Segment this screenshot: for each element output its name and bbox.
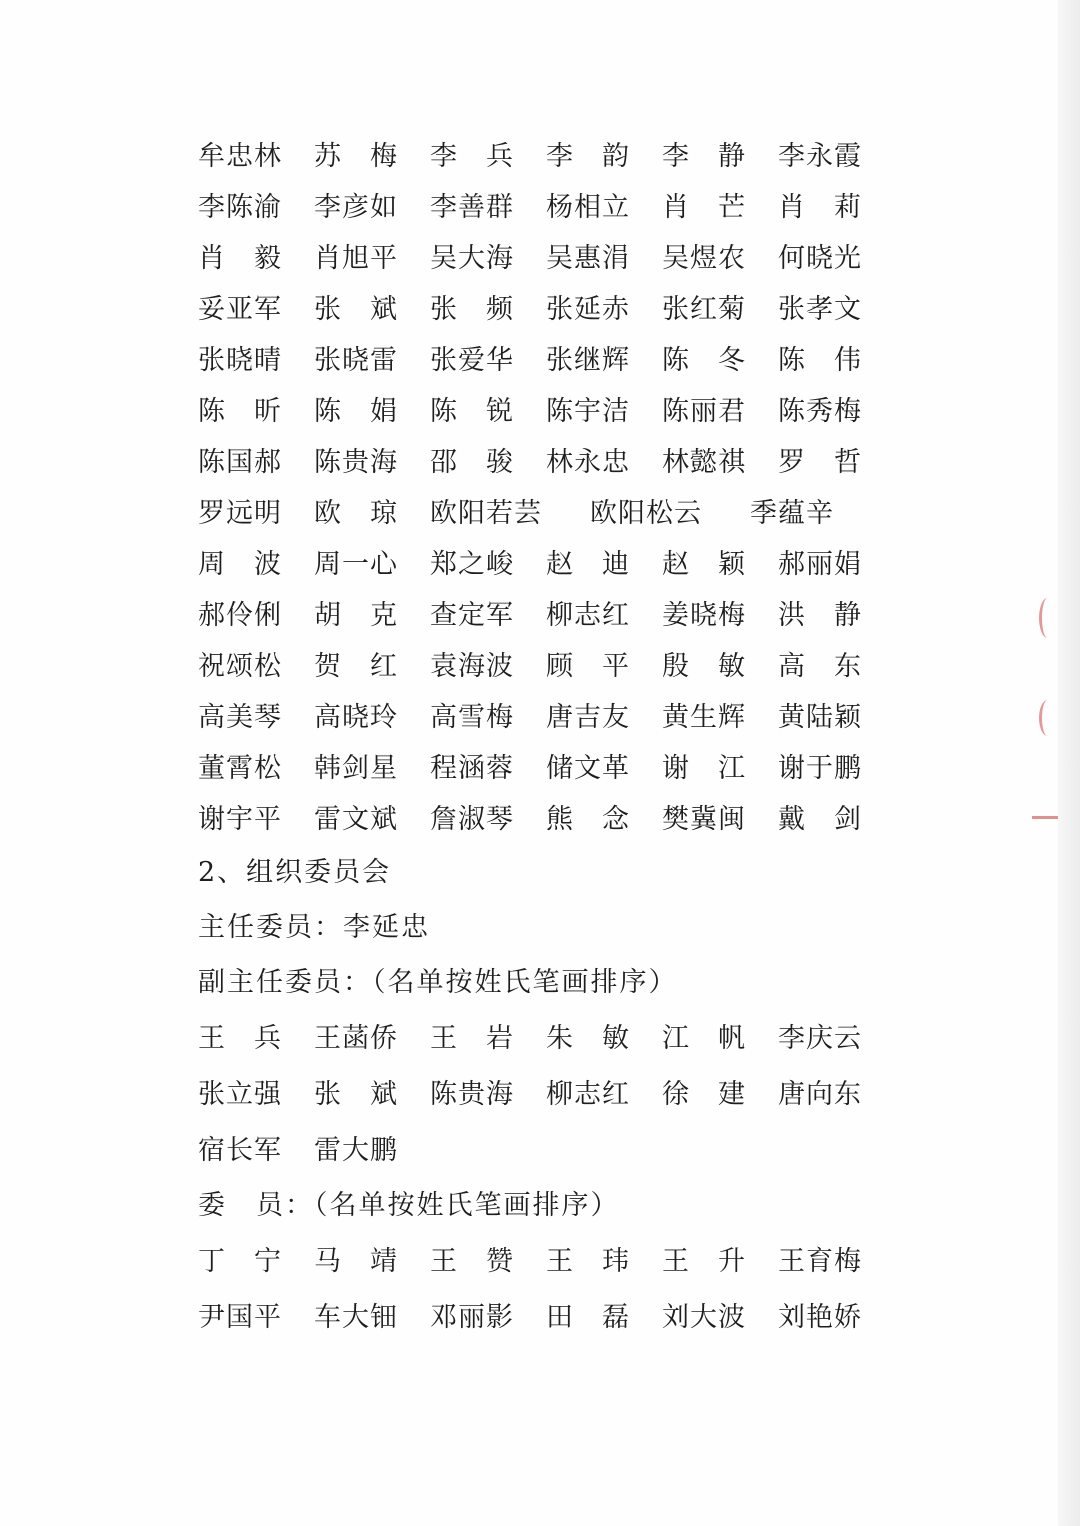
name-row (198, 1119, 878, 1175)
person-name: 罗 哲 (778, 447, 862, 478)
name-row (198, 1063, 878, 1119)
person-name: 王 赞 (430, 1245, 514, 1277)
person-name: 肖旭平 (314, 243, 398, 274)
person-name: 唐向东 (778, 1078, 862, 1110)
person-name: 陈贵海 (314, 447, 398, 478)
member-list (198, 128, 878, 842)
person-name: 谢于鹏 (778, 753, 862, 784)
person-name: 李 韵 (546, 141, 630, 172)
person-name: 赵 颖 (662, 549, 746, 580)
person-name: 唐吉友 (546, 702, 630, 733)
person-name: 李善群 (430, 192, 514, 223)
name-row (198, 383, 878, 434)
name-row (198, 1286, 878, 1342)
person-name: 尹国平 (198, 1301, 282, 1333)
person-name: 欧 琼 (314, 498, 398, 529)
person-name: 张红菊 (662, 294, 746, 325)
person-name: 王 玮 (546, 1245, 630, 1277)
person-name: 贺 红 (314, 651, 398, 682)
name-row (198, 536, 878, 587)
vice-director-heading: 副主任委员：（名单按姓氏笔画排序） (198, 967, 678, 998)
person-name: 车大钿 (314, 1301, 398, 1333)
person-name: 程涵蓉 (430, 753, 514, 784)
person-name: 徐 建 (662, 1078, 746, 1110)
name-row (198, 230, 878, 281)
name-row (198, 128, 878, 179)
person-name: 吴大海 (430, 243, 514, 274)
person-name: 陈宇洁 (546, 396, 630, 427)
person-name: 朱 敏 (546, 1022, 630, 1054)
person-name: 肖 莉 (778, 192, 862, 223)
person-name: 谢宇平 (198, 804, 282, 835)
person-name: 张延赤 (546, 294, 630, 325)
person-name: 韩剑星 (314, 753, 398, 784)
person-name: 高晓玲 (314, 702, 398, 733)
vice-director-list (198, 1007, 878, 1175)
person-name: 田 磊 (546, 1301, 630, 1333)
person-name: 肖 毅 (198, 243, 282, 274)
person-name: 邓丽影 (430, 1301, 514, 1333)
person-name: 邵 骏 (430, 447, 514, 478)
name-row (198, 638, 878, 689)
person-name: 陈 昕 (198, 396, 282, 427)
person-name: 李陈渝 (198, 192, 282, 223)
person-name: 江 帆 (662, 1022, 746, 1054)
person-name: 欧阳松云 (590, 498, 702, 529)
person-name: 罗远明 (198, 498, 282, 529)
name-row (198, 434, 878, 485)
person-name: 王 岩 (430, 1022, 514, 1054)
person-name: 戴 剑 (778, 804, 862, 835)
person-name: 周一心 (314, 549, 398, 580)
person-name: 林永忠 (546, 447, 630, 478)
name-row (198, 179, 878, 230)
person-name: 吴惠涓 (546, 243, 630, 274)
person-name: 李 静 (662, 141, 746, 172)
person-name: 张 斌 (314, 1078, 398, 1110)
section-title: 2、组织委员会 (198, 857, 392, 888)
person-name: 何晓光 (778, 243, 862, 274)
person-name: 郑之峻 (430, 549, 514, 580)
name-row (198, 332, 878, 383)
person-name: 祝颂松 (198, 651, 282, 682)
person-name: 肖 芒 (662, 192, 746, 223)
person-name: 陈 伟 (778, 345, 862, 376)
person-name: 陈贵海 (430, 1078, 514, 1110)
person-name: 洪 静 (778, 600, 862, 631)
seal-fragment (1039, 598, 1056, 638)
person-name: 张晓雷 (314, 345, 398, 376)
name-row (198, 1007, 878, 1063)
person-name: 董霄松 (198, 753, 282, 784)
person-name: 雷文斌 (314, 804, 398, 835)
person-name: 赵 迪 (546, 549, 630, 580)
person-name: 马 靖 (314, 1245, 398, 1277)
person-name: 李永霞 (778, 141, 862, 172)
person-name: 高美琴 (198, 702, 282, 733)
person-name: 季蕴辛 (750, 498, 834, 529)
person-name: 郝伶俐 (198, 600, 282, 631)
person-name: 张 频 (430, 294, 514, 325)
person-name: 熊 念 (546, 804, 630, 835)
person-name: 查定军 (430, 600, 514, 631)
person-name: 林懿祺 (662, 447, 746, 478)
person-name: 张 斌 (314, 294, 398, 325)
person-name: 张晓晴 (198, 345, 282, 376)
name-row (198, 1230, 878, 1286)
name-row (198, 485, 878, 536)
document-body (198, 128, 878, 1342)
person-name: 陈秀梅 (778, 396, 862, 427)
person-name: 丁 宁 (198, 1245, 282, 1277)
director-line: 主任委员：李延忠 (198, 912, 430, 943)
page-edge-shadow (1058, 0, 1080, 1526)
person-name: 郝丽娟 (778, 549, 862, 580)
person-name: 殷 敏 (662, 651, 746, 682)
person-name: 黄生辉 (662, 702, 746, 733)
person-name: 王 升 (662, 1245, 746, 1277)
person-name: 黄陆颖 (778, 702, 862, 733)
name-row (198, 587, 878, 638)
person-name: 李庆云 (778, 1022, 862, 1054)
person-name: 胡 克 (314, 600, 398, 631)
person-name: 陈 娟 (314, 396, 398, 427)
person-name: 谢 江 (662, 753, 746, 784)
seal-fragment (1039, 700, 1056, 736)
person-name: 陈国郝 (198, 447, 282, 478)
person-name: 张继辉 (546, 345, 630, 376)
person-name: 李彦如 (314, 192, 398, 223)
person-name: 张爱华 (430, 345, 514, 376)
person-name: 储文革 (546, 753, 630, 784)
person-name: 王菡侨 (314, 1022, 398, 1054)
person-name: 樊冀闽 (662, 804, 746, 835)
person-name: 张立强 (198, 1078, 282, 1110)
person-name: 妥亚军 (198, 294, 282, 325)
person-name: 陈 冬 (662, 345, 746, 376)
name-row (198, 281, 878, 332)
person-name: 刘大波 (662, 1301, 746, 1333)
person-name: 王育梅 (778, 1245, 862, 1277)
person-name: 苏 梅 (314, 141, 398, 172)
person-name: 陈 锐 (430, 396, 514, 427)
committee-member-list (198, 1230, 878, 1342)
person-name: 欧阳若芸 (430, 498, 542, 529)
person-name: 吴煜农 (662, 243, 746, 274)
person-name: 姜晓梅 (662, 600, 746, 631)
person-name: 张孝文 (778, 294, 862, 325)
members-heading: 委 员：（名单按姓氏笔画排序） (198, 1190, 620, 1221)
person-name: 宿长军 (198, 1134, 282, 1166)
person-name: 刘艳娇 (778, 1301, 862, 1333)
name-row (198, 791, 878, 842)
person-name: 袁海波 (430, 651, 514, 682)
person-name: 李 兵 (430, 141, 514, 172)
person-name: 柳志红 (546, 1078, 630, 1110)
seal-fragment (1032, 816, 1058, 819)
person-name: 顾 平 (546, 651, 630, 682)
name-row (198, 689, 878, 740)
person-name: 雷大鹏 (314, 1134, 398, 1166)
name-row (198, 740, 878, 791)
person-name: 柳志红 (546, 600, 630, 631)
person-name: 牟忠林 (198, 141, 282, 172)
person-name: 周 波 (198, 549, 282, 580)
person-name: 高雪梅 (430, 702, 514, 733)
person-name: 王 兵 (198, 1022, 282, 1054)
person-name: 詹淑琴 (430, 804, 514, 835)
person-name: 杨相立 (546, 192, 630, 223)
person-name: 陈丽君 (662, 396, 746, 427)
person-name: 高 东 (778, 651, 862, 682)
